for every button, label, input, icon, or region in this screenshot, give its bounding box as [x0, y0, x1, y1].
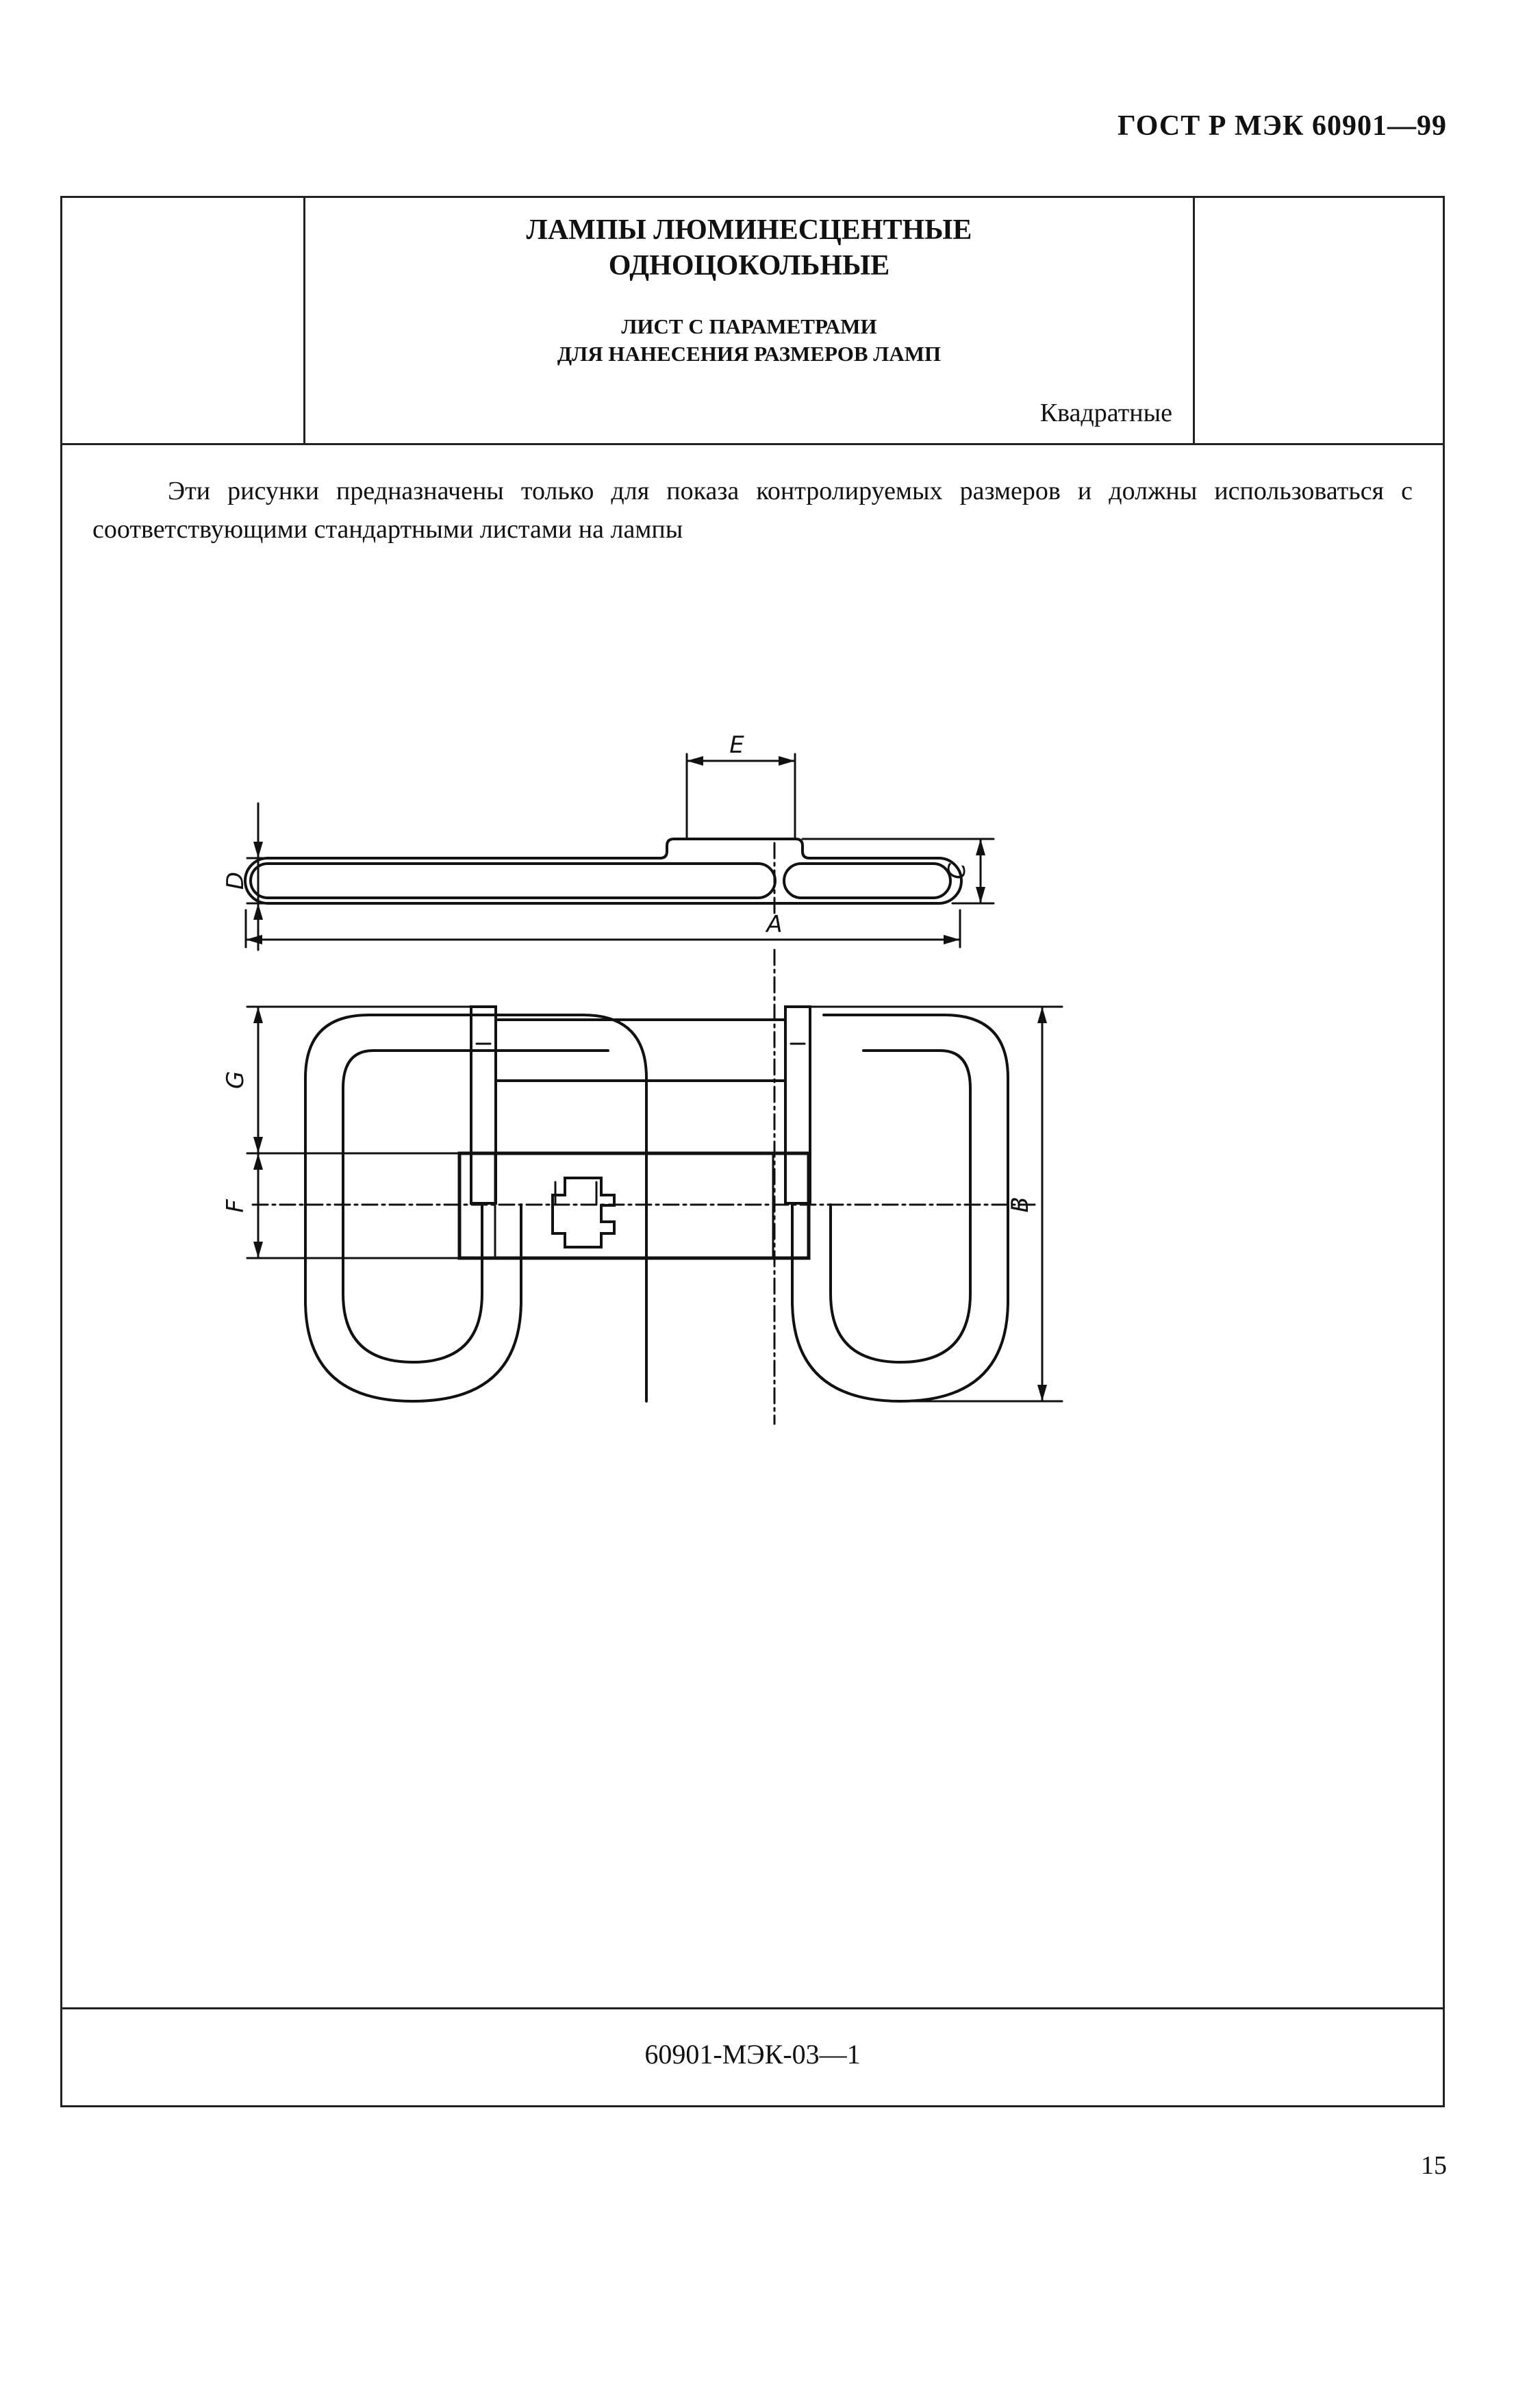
subtitle-line-2: ДЛЯ НАНЕСЕНИЯ РАЗМЕРОВ ЛАМП — [557, 342, 942, 366]
dimension-E — [687, 731, 795, 839]
lamp-cap-socket — [553, 1178, 614, 1247]
footer-row — [62, 2007, 1443, 2105]
sheet-id: 60901-МЭК-03—1 — [644, 2039, 861, 2070]
top-view-right-tube — [784, 864, 950, 898]
lamp-left-leg — [471, 1007, 496, 1203]
lamp-right-leg — [785, 1007, 810, 1203]
top-view-outline — [245, 839, 961, 903]
title-line-2: ОДНОЦОКОЛЬНЫЕ — [608, 250, 890, 281]
dimension-C — [803, 839, 994, 903]
lamp-type-label: Квадратные — [1039, 399, 1172, 427]
lamp-tube-outer — [305, 1015, 1008, 1401]
dimension-label-A: A — [766, 911, 783, 938]
page-number: 15 — [1421, 2151, 1447, 2180]
lamp-dimension-drawing — [62, 198, 1443, 2105]
dimension-label-D: D — [222, 871, 249, 890]
dimension-label-G: G — [222, 1070, 249, 1090]
dimension-label-E: E — [729, 731, 744, 759]
lamp-tube-inner — [343, 1051, 970, 1362]
dimension-label-F: F — [222, 1199, 249, 1213]
subtitle-line-1: ЛИСТ С ПАРАМЕТРАМИ — [621, 314, 877, 338]
front-view — [253, 1007, 1035, 1401]
title-line-1: ЛАМПЫ ЛЮМИНЕСЦЕНТНЫЕ — [526, 214, 972, 246]
top-view-left-tube — [251, 864, 775, 898]
dimension-A — [246, 910, 960, 947]
dimension-G-F — [222, 1007, 471, 1258]
standard-code: ГОСТ Р МЭК 60901—99 — [1118, 110, 1447, 142]
note-paragraph: Эти рисунки предназначены только для показа контролируемых размеров и должны использоваться с соответствующими стандартными листами на лампы — [92, 477, 1413, 544]
sheet-frame — [60, 196, 1445, 2107]
dimension-label-B: B — [1007, 1196, 1034, 1213]
dimension-label-C: C — [944, 863, 971, 879]
top-view — [245, 839, 961, 917]
